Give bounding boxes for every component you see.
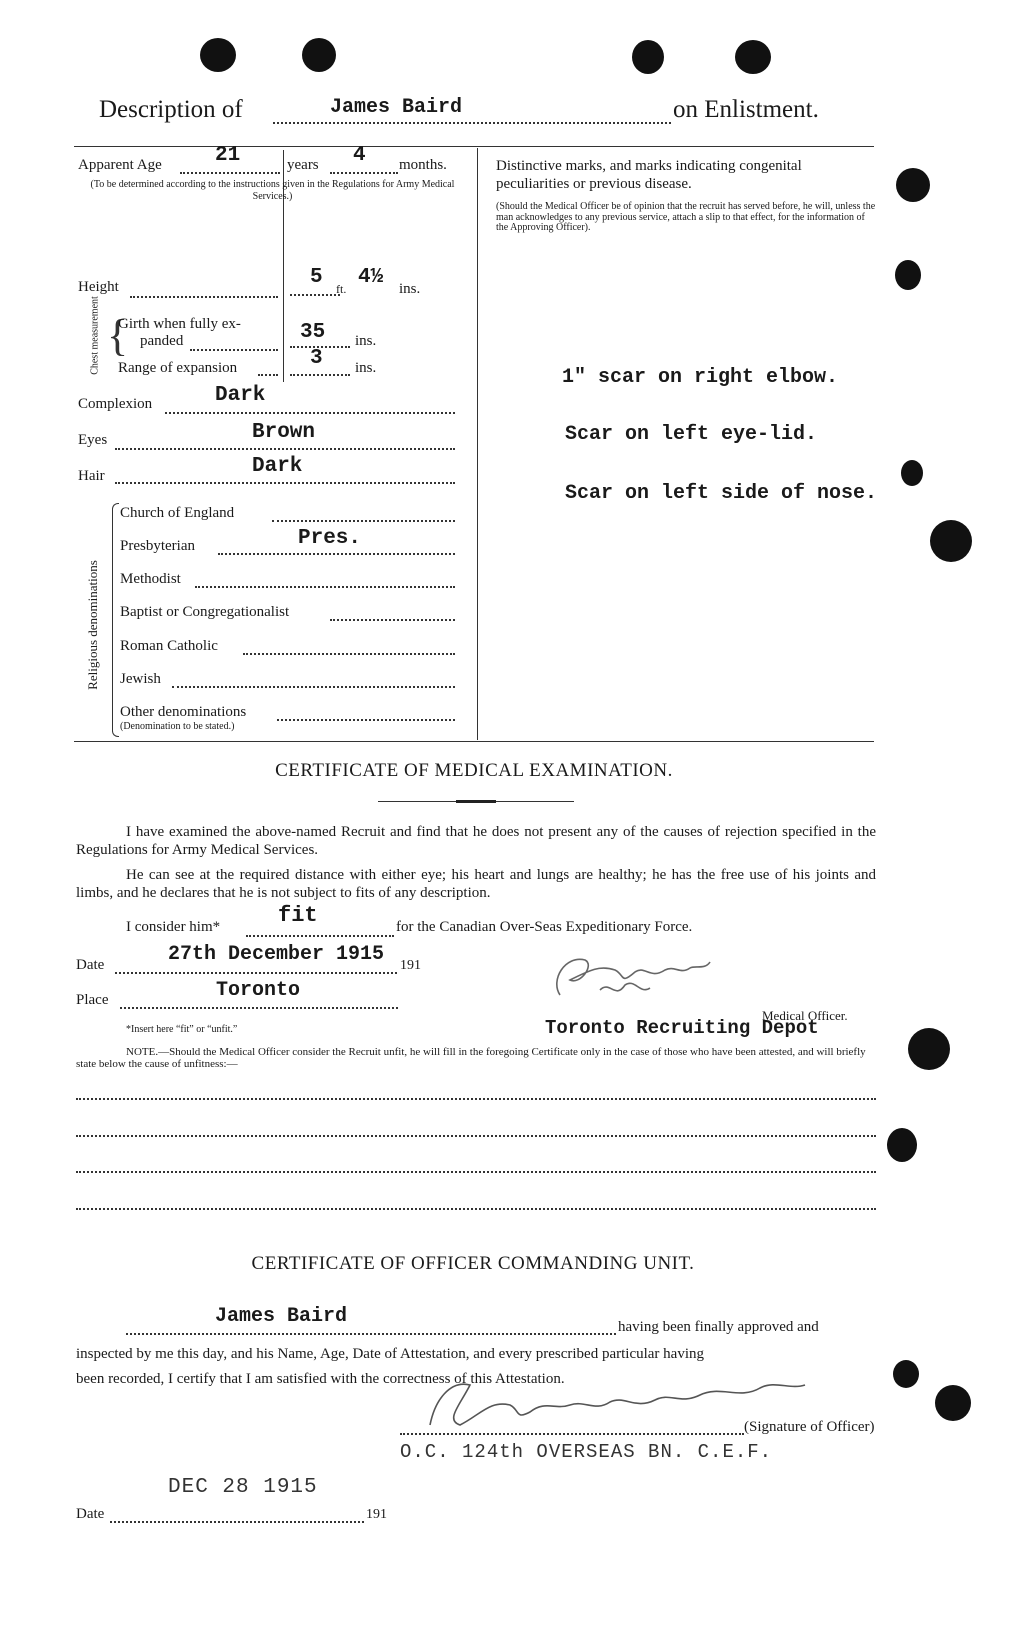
consider-line: [246, 935, 394, 937]
age-label: Apparent Age: [78, 157, 162, 173]
age-note: (To be determined according to the instructions given in the Regulations for Army Medical Services.): [90, 179, 455, 202]
girth-label-1: Girth when fully ex-: [118, 316, 241, 332]
religion-item: Roman Catholic: [120, 638, 218, 654]
punch-hole: [901, 460, 923, 486]
commanding-year-prefix: 191: [366, 1507, 387, 1522]
commanding-date-label: Date: [76, 1506, 105, 1522]
height-ft: 5: [310, 266, 323, 289]
commanding-name: James Baird: [215, 1305, 348, 1328]
hair-label: Hair: [78, 468, 105, 484]
unfit-note: NOTE.—Should the Medical Officer consider the Recruit unfit, he will fill in the foregoing Certificate only in the case of those who have been attested, and will briefly state below the cause of unfitness:—: [76, 1046, 866, 1070]
height-ins-word: ins.: [399, 281, 421, 297]
commanding-text-1: having been finally approved and: [618, 1319, 819, 1335]
header-prefix: Description of: [99, 96, 243, 123]
religion-side-label: Religious denominations: [85, 560, 100, 690]
marks-note: (Should the Medical Officer be of opinion that the recruit has served before, he will, unless the man acknowledges to any previous service, attach a slip to that effect, for the information of the Approving Officer).: [496, 201, 876, 233]
unfit-line: [76, 1171, 876, 1173]
religion-brace: [112, 503, 119, 737]
complexion-label: Complexion: [78, 396, 153, 412]
age-months: 4: [353, 144, 366, 167]
distinctive-mark: Scar on left eye-lid.: [565, 423, 818, 446]
commanding-name-line: [126, 1333, 616, 1335]
range-value-line: [290, 374, 350, 376]
punch-hole: [200, 38, 236, 72]
religion-item: Presbyterian: [120, 538, 195, 554]
medical-officer-caption: Medical Officer.: [762, 1008, 848, 1023]
range-line: [258, 374, 278, 376]
medical-para-1: I have examined the above-named Recruit and find that he does not present any of the causes of rejection specified in the Regulations for Army Medical Services.: [76, 824, 876, 858]
range-value: 3: [310, 347, 323, 370]
eyes-value: Brown: [252, 421, 316, 444]
medical-year-prefix: 191: [400, 958, 421, 973]
religion-item: Methodist: [120, 571, 181, 587]
consider-value: fit: [278, 903, 318, 928]
commanding-text-3: been recorded, I certify that I am satisfied with the correctness of this Attestation.: [76, 1371, 565, 1387]
consider-prefix: I consider him*: [126, 919, 221, 935]
range-label: Range of expansion: [118, 360, 238, 376]
height-line: [130, 296, 278, 298]
medical-place-value: Toronto: [216, 979, 301, 1002]
ft-word: ft.: [336, 282, 347, 296]
months-word: months.: [399, 157, 447, 173]
religion-line: [272, 520, 455, 522]
center-divider: [477, 148, 478, 740]
religion-item: Other denominations: [120, 704, 247, 720]
height-ft-line: [290, 294, 340, 296]
girth-unit: ins.: [355, 333, 377, 349]
header-name: James Baird: [330, 96, 463, 119]
complexion-value: Dark: [215, 384, 266, 407]
insert-note: *Insert here “fit” or “unfit.”: [126, 1024, 238, 1035]
medical-date-line: [115, 972, 397, 974]
unfit-line: [76, 1135, 876, 1137]
recruiting-depot: Toronto Recruiting Depot: [545, 1017, 819, 1039]
punch-hole: [632, 40, 664, 74]
height-label: Height: [78, 279, 119, 295]
marks-title: Distinctive marks, and marks indicating congenital peculiarities or previous disease.: [496, 158, 802, 192]
medical-place-line: [120, 1007, 398, 1009]
punch-hole: [302, 38, 336, 72]
punch-hole: [893, 1360, 919, 1388]
unfit-line: [76, 1098, 876, 1100]
eyes-line: [115, 448, 455, 450]
punch-hole: [895, 260, 921, 290]
header-suffix: on Enlistment.: [673, 96, 819, 123]
chest-brace: {: [107, 311, 129, 360]
medical-para-2: He can see at the required distance with either eye; his heart and lungs are healthy; he has the free use of his joints and limbs, and he declares that he is not subject to fits of any description.: [76, 867, 876, 901]
girth-label-2: panded: [140, 333, 184, 349]
religion-item: Church of England: [120, 505, 235, 521]
complexion-line: [165, 412, 455, 414]
consider-suffix: for the Canadian Over-Seas Expeditionary Force.: [396, 919, 693, 935]
distinctive-mark: Scar on left side of nose.: [565, 482, 878, 505]
chest-side-label: Chest measurement: [89, 296, 101, 375]
girth-value: 35: [300, 321, 326, 344]
other-denomination-note: (Denomination to be stated.): [120, 721, 235, 732]
months-line: [330, 172, 398, 174]
punch-hole: [930, 520, 972, 562]
religion-line: [277, 719, 455, 721]
religion-line: [195, 586, 455, 588]
punch-hole: [908, 1028, 950, 1070]
medical-date-label: Date: [76, 957, 105, 973]
punch-hole: [896, 168, 930, 202]
age-line: [180, 172, 280, 174]
signature-line: [400, 1433, 744, 1435]
religion-line: [172, 686, 455, 688]
header-name-line: [273, 122, 671, 124]
title-rule-bold: [456, 800, 496, 803]
religion-item: Jewish: [120, 671, 161, 687]
unit-stamp: O.C. 124th OVERSEAS BN. C.E.F.: [400, 1441, 773, 1463]
stamp-date: DEC 28 1915: [168, 1476, 318, 1499]
religion-line: [330, 619, 455, 621]
signature-caption: (Signature of Officer): [744, 1419, 875, 1435]
punch-hole: [735, 40, 771, 74]
distinctive-mark: 1" scar on right elbow.: [562, 366, 839, 389]
medical-place-label: Place: [76, 992, 109, 1008]
years-word: years: [287, 157, 319, 173]
range-unit: ins.: [355, 360, 377, 376]
age-years: 21: [215, 144, 241, 167]
unfit-line: [76, 1208, 876, 1210]
religion-value: Pres.: [298, 527, 362, 550]
eyes-label: Eyes: [78, 432, 108, 448]
religion-line: [218, 553, 455, 555]
girth-line: [190, 349, 278, 351]
commanding-title: CERTIFICATE OF OFFICER COMMANDING UNIT.: [251, 1253, 695, 1274]
medical-officer-signature: [540, 940, 720, 1020]
punch-hole: [935, 1385, 971, 1421]
punch-hole: [887, 1128, 917, 1162]
section-rule: [74, 741, 874, 742]
commanding-text-2: inspected by me this day, and his Name, Age, Date of Attestation, and every prescribed particular having: [76, 1346, 705, 1362]
top-rule: [74, 146, 874, 147]
hair-line: [115, 482, 455, 484]
religion-item: Baptist or Congregationalist: [120, 604, 290, 620]
hair-value: Dark: [252, 455, 303, 478]
commanding-date-line: [110, 1521, 364, 1523]
medical-title: CERTIFICATE OF MEDICAL EXAMINATION.: [275, 760, 673, 781]
religion-line: [243, 653, 455, 655]
medical-date-value: 27th December 1915: [168, 943, 385, 966]
height-ins: 4½: [358, 266, 384, 289]
